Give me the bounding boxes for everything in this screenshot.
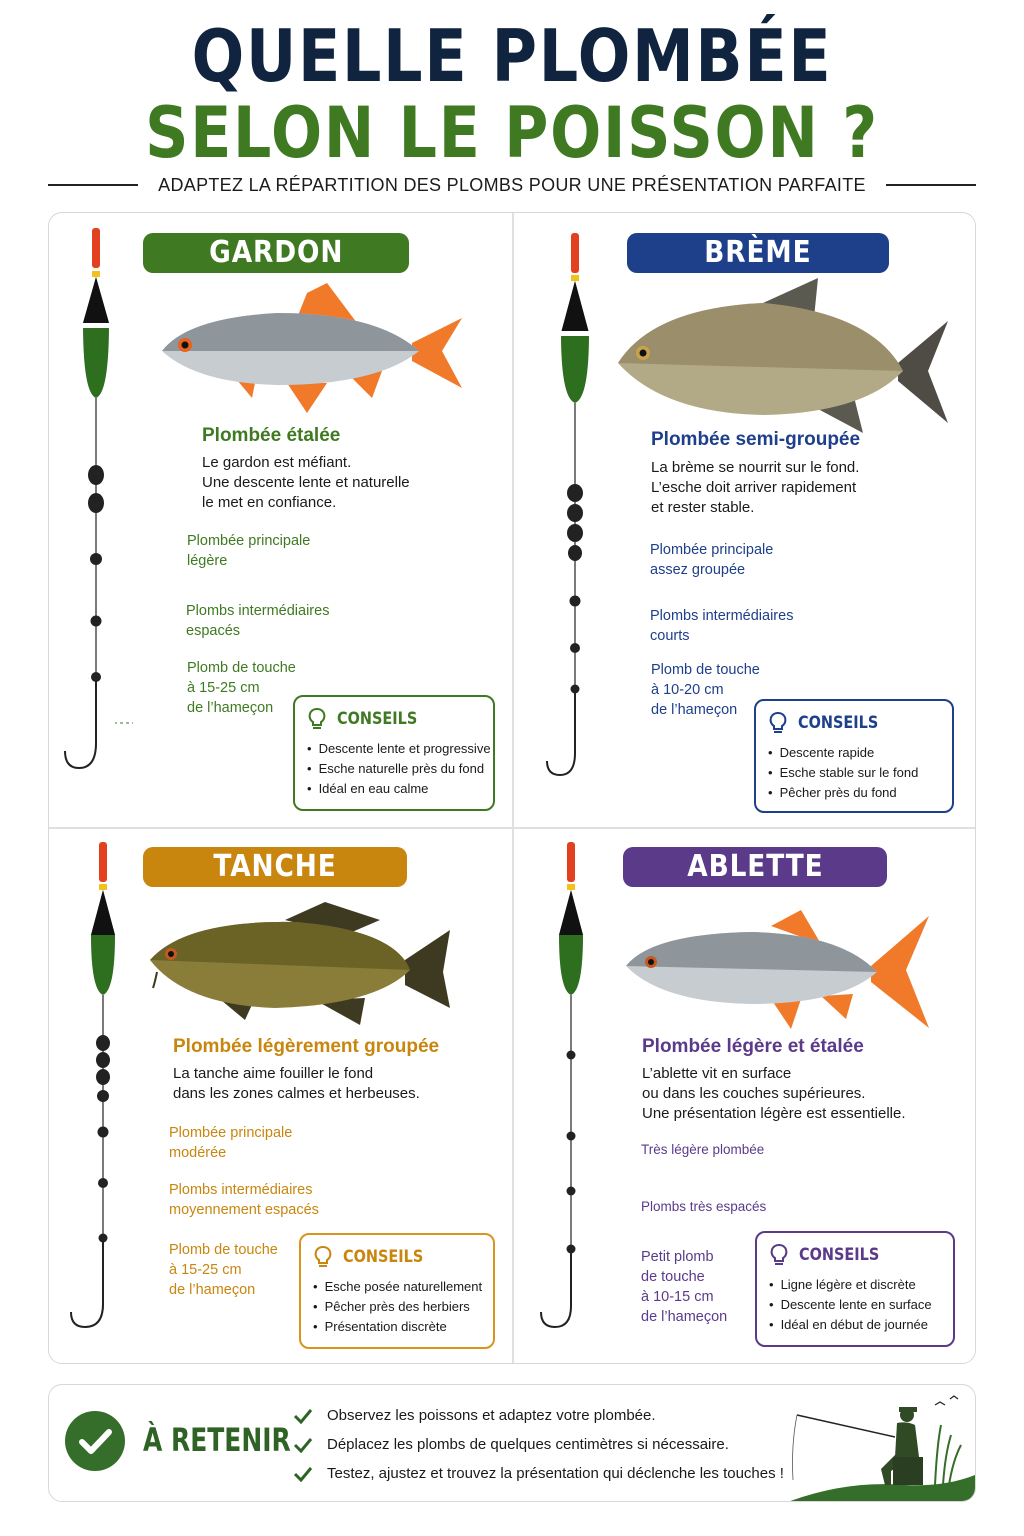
lightbulb-icon [313, 1245, 333, 1269]
title-line-1: QUELLE PLOMBÉE [191, 14, 833, 98]
lightbulb-icon [307, 707, 327, 731]
label-touch-weight: Petit plomb de touche à 10-15 cm de l’hameçon [641, 1249, 728, 1325]
label-intermediate-weights: Plombs très espacés [641, 1199, 767, 1214]
bleak-fish-icon [621, 904, 933, 1032]
tips-title: CONSEILS [798, 713, 879, 733]
rig-description: La brème se nourrit sur le fond. L’esche doit arriver rapidement et rester stable. [651, 459, 860, 516]
label-intermediate-weights: Plombs intermédiaires espacés [186, 603, 330, 639]
tips-box: CONSEILS • Esche posée naturellement • Pêcher près des herbiers • Présentation discrète [299, 1233, 495, 1349]
bream-fish-icon [613, 273, 953, 443]
list-item: Observez les poissons et adaptez votre plombée. [293, 1401, 784, 1430]
rig-heading: Plombée semi-groupée [651, 429, 861, 450]
fish-name-badge: BRÈME [627, 233, 889, 273]
panel-tanche [49, 828, 512, 1364]
label-main-weight: Très légère plombée [641, 1142, 765, 1157]
label-main-weight: Plombée principale modérée [169, 1125, 293, 1161]
label-intermediate-weights: Plombs intermédiaires moyennement espacés [169, 1182, 319, 1218]
retenir-title: À RETENIR [143, 1421, 291, 1459]
label-touch-weight: Plomb de touche à 10-20 cm de l’hameçon [651, 662, 760, 718]
tips-box: CONSEILS • Descente lente et progressive • Esche naturelle près du fond • Idéal en eau calme [293, 695, 495, 811]
label-intermediate-weights: Plombs intermédiaires courts [650, 608, 794, 644]
fish-name-badge: ABLETTE [623, 847, 887, 887]
divider-left [48, 184, 138, 186]
float-rig-icon [63, 840, 133, 1340]
label-touch-weight: Plomb de touche à 15-25 cm de l’hameçon [169, 1242, 278, 1298]
panel-ablette [513, 828, 976, 1364]
check-circle-icon [65, 1411, 125, 1471]
rig-heading: Plombée étalée [202, 425, 341, 446]
float-rig-icon [527, 223, 597, 783]
float-rig-icon [63, 223, 133, 783]
checkmark-icon [293, 1465, 313, 1483]
rig-description: La tanche aime fouiller le fond dans les zones calmes et herbeuses. [173, 1065, 420, 1102]
title-line-2: SELON LE POISSON ? [145, 92, 879, 174]
subtitle: ADAPTEZ LA RÉPARTITION DES PLOMBS POUR UNE PRÉSENTATION PARFAITE [158, 174, 866, 195]
rig-description: Le gardon est méfiant. Une descente lente et naturelle le met en confiance. [202, 454, 410, 511]
panel-gardon [49, 213, 512, 827]
fish-name-badge: GARDON [143, 233, 409, 273]
tips-title: CONSEILS [337, 709, 418, 729]
roach-fish-icon [157, 273, 467, 423]
list-item: Déplacez les plombs de quelques centimètres si nécessaire. [293, 1430, 784, 1459]
float-rig-icon [527, 840, 597, 1340]
lightbulb-icon [769, 1243, 789, 1267]
fish-grid [48, 212, 976, 1364]
label-touch-weight: Plomb de touche à 15-25 cm de l’hameçon [187, 660, 296, 716]
tips-box: CONSEILS • Descente rapide • Esche stable sur le fond • Pêcher près du fond [754, 699, 954, 813]
retenir-box [48, 1384, 976, 1502]
rig-heading: Plombée légère et étalée [642, 1036, 864, 1057]
tench-fish-icon [145, 890, 455, 1040]
lightbulb-icon [768, 711, 788, 735]
tips-title: CONSEILS [799, 1245, 880, 1265]
label-main-weight: Plombée principale assez groupée [650, 542, 774, 578]
rig-description: L’ablette vit en surface ou dans les couches supérieures. Une présentation légère est essentielle. [642, 1065, 906, 1122]
divider-right [886, 184, 976, 186]
rig-heading: Plombée légèrement groupée [173, 1036, 440, 1057]
tips-title: CONSEILS [343, 1247, 424, 1267]
label-main-weight: Plombée principale légère [187, 533, 311, 569]
fish-name-badge: TANCHE [143, 847, 407, 887]
retenir-list [293, 1401, 784, 1488]
subtitle-row [48, 172, 976, 198]
tips-box: CONSEILS • Ligne légère et discrète • Descente lente en surface • Idéal en début de journée [755, 1231, 955, 1347]
list-item: Testez, ajustez et trouvez la présentation qui déclenche les touches ! [293, 1459, 784, 1488]
panel-breme [513, 213, 976, 827]
checkmark-icon [293, 1436, 313, 1454]
angler-silhouette-icon [785, 1385, 975, 1502]
checkmark-icon [293, 1407, 313, 1425]
